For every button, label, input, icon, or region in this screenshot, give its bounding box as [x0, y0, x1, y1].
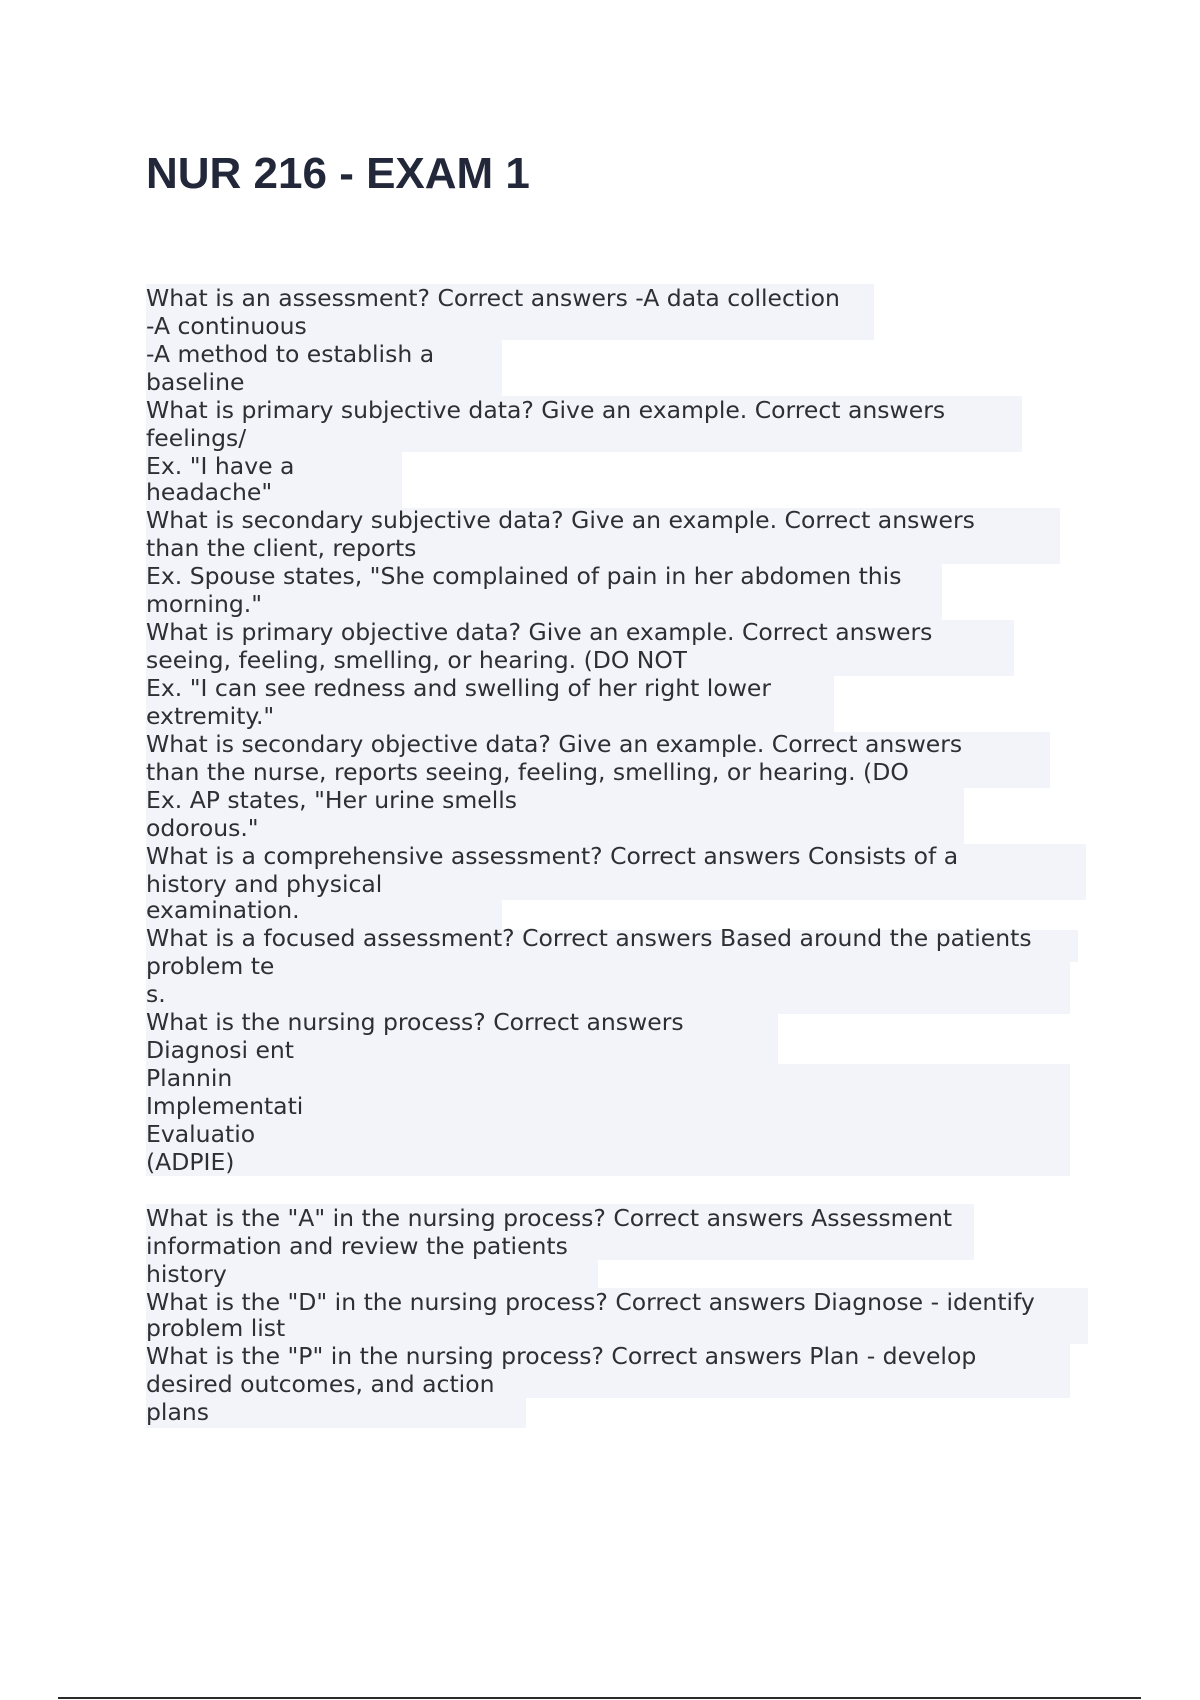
- text-line: (ADPIE): [146, 1148, 235, 1176]
- text-line: desired outcomes, and action: [146, 1370, 495, 1398]
- text-line: history: [146, 1260, 227, 1288]
- text-line: What is the nursing process? Correct answers: [146, 1008, 684, 1036]
- text-line: examination.: [146, 896, 300, 924]
- text-line: baseline: [146, 368, 245, 396]
- text-line: Ex. "I have a: [146, 452, 295, 480]
- text-line: feelings/: [146, 424, 247, 452]
- text-line: -A method to establish a: [146, 340, 435, 368]
- text-line: What is primary objective data? Give an example. Correct answers: [146, 618, 933, 646]
- text-line: than the nurse, reports seeing, feeling, smelling, or hearing. (DO: [146, 758, 909, 786]
- page-title: NUR 216 - EXAM 1: [146, 149, 530, 198]
- text-line: What is secondary objective data? Give an example. Correct answers: [146, 730, 963, 758]
- text-line: What is the "P" in the nursing process? Correct answers Plan - develop: [146, 1342, 977, 1370]
- text-line: Implementati: [146, 1092, 304, 1120]
- text-line: s.: [146, 980, 166, 1008]
- text-line: -A continuous: [146, 312, 307, 340]
- text-line: Ex. "I can see redness and swelling of her right lower: [146, 674, 772, 702]
- text-line: problem te: [146, 952, 275, 980]
- text-line: What is the "A" in the nursing process? Correct answers Assessment: [146, 1204, 953, 1232]
- footer-rule: [58, 1697, 1141, 1699]
- text-line: Evaluatio: [146, 1120, 256, 1148]
- text-line: What is primary subjective data? Give an example. Correct answers: [146, 396, 946, 424]
- text-line: extremity.": [146, 702, 275, 730]
- text-line: What is a comprehensive assessment? Correct answers Consists of a: [146, 842, 959, 870]
- text-line: Plannin: [146, 1064, 233, 1092]
- text-line: plans: [146, 1398, 209, 1426]
- text-line: What is a focused assessment? Correct answers Based around the patients: [146, 924, 1032, 952]
- text-line: history and physical: [146, 870, 383, 898]
- text-highlight: [146, 962, 1070, 1014]
- text-line: headache": [146, 478, 273, 506]
- text-line: morning.": [146, 590, 263, 618]
- text-line: problem list: [146, 1314, 286, 1342]
- text-line: Ex. AP states, "Her urine smells: [146, 786, 517, 814]
- text-line: What is an assessment? Correct answers -A data collection: [146, 284, 840, 312]
- text-line: Ex. Spouse states, "She complained of pain in her abdomen this: [146, 562, 902, 590]
- text-line: odorous.": [146, 814, 259, 842]
- text-line: What is secondary subjective data? Give an example. Correct answers: [146, 506, 975, 534]
- text-line: seeing, feeling, smelling, or hearing. (DO NOT: [146, 646, 688, 674]
- text-line: Diagnosi ent: [146, 1036, 295, 1064]
- text-line: than the client, reports: [146, 534, 417, 562]
- text-line: information and review the patients: [146, 1232, 568, 1260]
- text-highlight: [146, 1064, 1070, 1176]
- text-line: What is the "D" in the nursing process? Correct answers Diagnose - identify: [146, 1288, 1035, 1316]
